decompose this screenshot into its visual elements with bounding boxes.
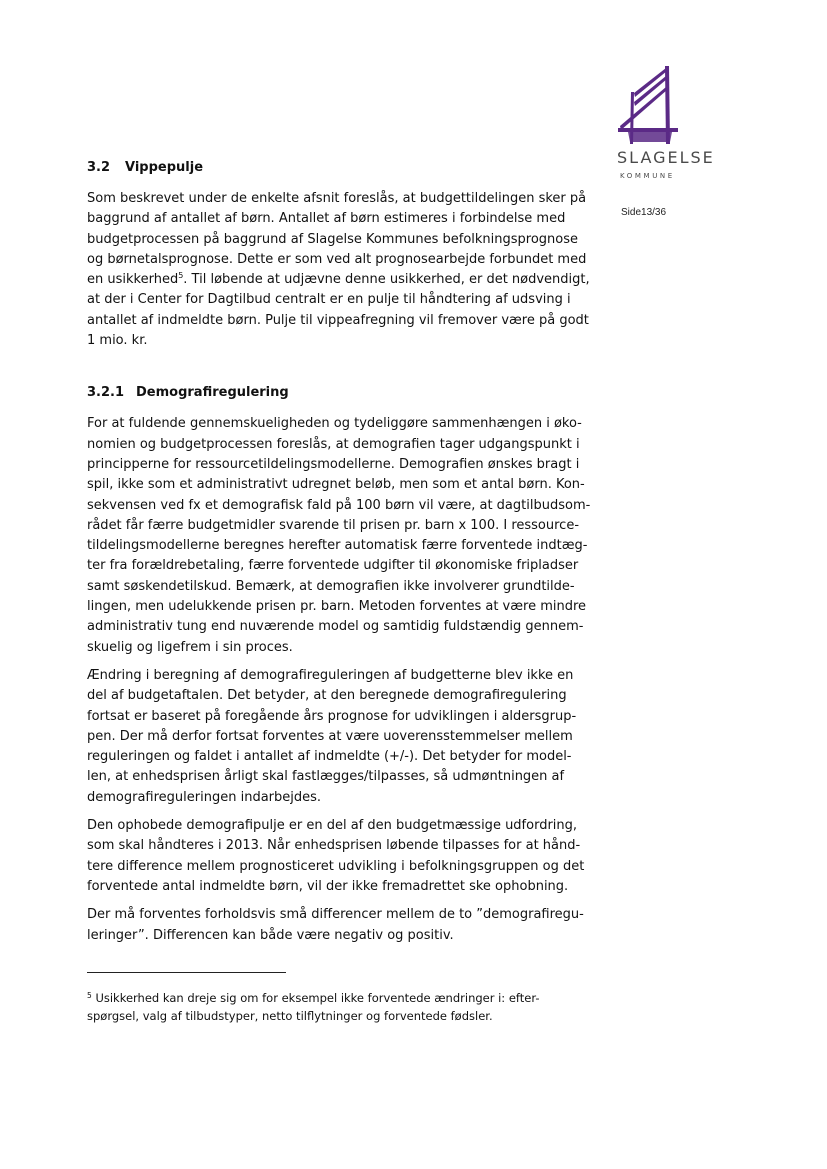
text-line: antallet af indmeldte børn. Pulje til vippeafregning vil fremover være på godt [87, 312, 589, 328]
text-fragment: en usikkerhed [87, 272, 179, 288]
text-line: len, at enhedsprisen årligt skal fastlægges/tilpasses, så udmøntningen af [87, 769, 565, 785]
section-heading-3-2 [87, 160, 607, 175]
text-line: tildelingsmodellerne beregnes herefter automatisk færre forventede indtæg- [87, 538, 588, 554]
text-line: som skal håndteres i 2013. Når enhedsprisen løbende tilpasses for at hånd- [87, 838, 581, 854]
text-line: principperne for ressourcetildelingsmodellerne. Demografien ønskes bragt i [87, 456, 580, 472]
text-line: 1 mio. kr. [87, 333, 148, 349]
text-line [87, 270, 607, 290]
paragraph-demografi-4 [87, 905, 607, 946]
text-line: For at fuldende gennemskueligheden og tydeliggøre sammenhængen i øko- [87, 416, 582, 432]
text-line: Ændring i beregning af demografireguleringen af budgetterne blev ikke en [87, 667, 574, 683]
section-number: 3.2.1 [87, 385, 125, 401]
text-line: at der i Center for Dagtilbud centralt er en pulje til håndtering af udsving i [87, 292, 571, 308]
text-line: ter fra forældrebetaling, færre forventede udgifter til økonomiske fripladser [87, 558, 579, 574]
text-line: spil, ikke som et administrativt udregnet beløb, men som et antal børn. Kon- [87, 477, 585, 493]
paragraph-vippepulje [87, 189, 607, 351]
section-title: Vippepulje [125, 160, 204, 175]
text-line: administrativ tung end nuværende model og samtidig fuldstændig gennem- [87, 619, 584, 635]
bridge-icon [618, 62, 678, 144]
paragraph-demografi-2 [87, 666, 607, 808]
text-line: Der må forventes forholdsvis små differencer mellem de to ”demografiregu- [87, 907, 584, 923]
footnote-reference[interactable]: 5 [178, 271, 184, 281]
text-line: lingen, men udelukkende prisen pr. barn. Metoden forventes at være mindre [87, 599, 587, 615]
slagelse-kommune-logo [612, 62, 715, 180]
page-number: Side13/36 [621, 207, 667, 218]
text-line: rådet får færre budgetmidler svarende til prisen pr. barn x 100. I ressource- [87, 517, 580, 533]
footnote-separator [87, 972, 286, 973]
text-line: og børnetalsprognose. Dette er som ved alt prognosearbejde forbundet med [87, 251, 587, 267]
text-line: spørgsel, valg af tilbudstyper, netto tilflytninger og forventede fødsler. [87, 1009, 493, 1023]
footnote [87, 989, 540, 1025]
logo-name: SLAGELSE [617, 148, 715, 167]
text-line: demografireguleringen indarbejdes. [87, 789, 322, 805]
text-fragment: Usikkerhed kan dreje sig om for eksempel ikke forventede ændringer i: efter- [95, 991, 540, 1005]
section-heading-3-2-1 [87, 385, 607, 400]
logo-subtitle: KOMMUNE [620, 172, 675, 180]
paragraph-demografi-3 [87, 816, 607, 897]
footnote-marker: 5 [87, 991, 92, 1000]
section-number: 3.2 [87, 160, 111, 175]
text-line: skuelig og ligefrem i sin proces. [87, 639, 293, 655]
text-line: nomien og budgetprocessen foreslås, at demografien tager udgangspunkt i [87, 436, 580, 452]
text-line [87, 989, 540, 1007]
document-body [87, 158, 607, 946]
paragraph-demografi-1 [87, 414, 607, 658]
text-line: Som beskrevet under de enkelte afsnit foreslås, at budgettildelingen sker på [87, 191, 587, 206]
text-line: del af budgetaftalen. Det betyder, at den beregnede demografiregulering [87, 688, 567, 704]
text-line: forventede antal indmeldte børn, vil der ikke fremadrettet ske ophobning. [87, 878, 569, 894]
text-line: Den ophobede demografipulje er en del af den budgetmæssige udfordring, [87, 818, 578, 834]
text-line: budgetprocessen på baggrund af Slagelse Kommunes befolkningsprognose [87, 231, 579, 247]
text-fragment: . Til løbende at udjævne denne usikkerhed, er det nødvendigt, [183, 272, 590, 288]
text-line: baggrund af antallet af børn. Antallet af børn estimeres i forbindelse med [87, 211, 566, 227]
text-line: pen. Der må derfor fortsat forventes at være uoverensstemmelser mellem [87, 728, 573, 744]
text-line: tere difference mellem prognosticeret udvikling i befolkningsgruppen og det [87, 858, 585, 874]
text-line: leringer”. Differencen kan både være negativ og positiv. [87, 927, 454, 943]
text-line: fortsat er baseret på foregående års prognose for udviklingen i aldersgrup- [87, 708, 577, 724]
text-line: samt søskendetilskud. Bemærk, at demografien ikke involverer grundtilde- [87, 578, 575, 594]
section-title: Demografiregulering [136, 385, 289, 401]
text-line: reguleringen og faldet i antallet af indmeldte (+/-). Det betyder for model- [87, 749, 572, 765]
text-line: sekvensen ved fx et demografisk fald på 100 børn vil være, at dagtilbudsom- [87, 497, 591, 513]
